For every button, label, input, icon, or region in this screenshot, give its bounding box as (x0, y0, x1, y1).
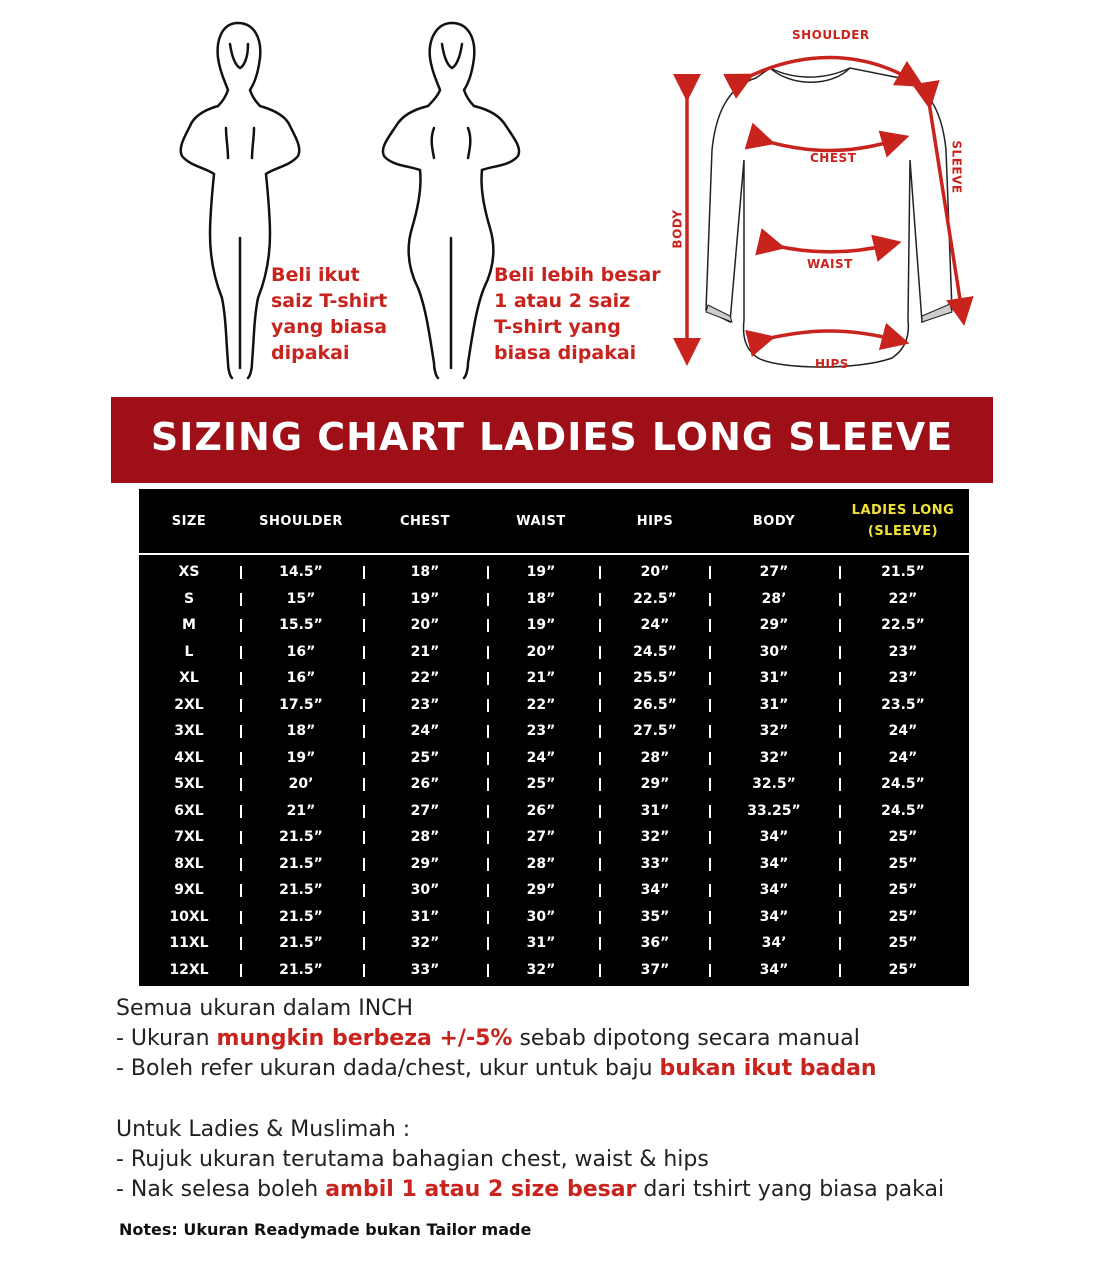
cell-body: 34” (759, 855, 789, 872)
column-separator (363, 831, 365, 844)
cell-size: L (184, 643, 194, 660)
note-text: - Boleh refer ukuran dada/chest, ukur untuk baju (116, 1056, 660, 1081)
chest-label: CHEST (810, 151, 857, 165)
column-separator (363, 699, 365, 712)
column-separator (240, 699, 242, 712)
cell-hips: 20” (640, 564, 670, 581)
column-separator (839, 619, 841, 632)
column-separator (240, 937, 242, 950)
column-separator (839, 566, 841, 579)
column-separator (599, 778, 601, 791)
cell-hips: 25.5” (633, 670, 677, 687)
cell-size: 5XL (174, 776, 204, 793)
column-separator (487, 778, 489, 791)
cell-sleeve: 25” (888, 935, 918, 952)
table-row (139, 771, 969, 798)
straight-body-caption (271, 262, 387, 366)
column-separator (709, 699, 711, 712)
cell-chest: 25” (410, 749, 440, 766)
column-separator (240, 911, 242, 924)
table-row (139, 930, 969, 957)
table-row (139, 586, 969, 613)
header-body: BODY (752, 513, 796, 529)
cell-hips: 32” (640, 829, 670, 846)
column-separator (240, 672, 242, 685)
cell-hips: 24” (640, 617, 670, 634)
table-row (139, 692, 969, 719)
cell-body: 34” (759, 882, 789, 899)
caption-line: 1 atau 2 saiz (494, 290, 631, 312)
note-highlight: bukan ikut badan (659, 1056, 877, 1081)
cell-hips: 37” (640, 961, 670, 978)
table-row (139, 559, 969, 586)
column-separator (709, 646, 711, 659)
cell-waist: 32” (526, 961, 556, 978)
cell-waist: 24” (526, 749, 556, 766)
cell-shoulder: 21.5” (279, 829, 323, 846)
column-separator (839, 752, 841, 765)
column-separator (363, 646, 365, 659)
caption-line: yang biasa (271, 316, 388, 338)
note-refer-chest (116, 1054, 877, 1084)
cell-body: 34’ (761, 935, 787, 952)
column-separator (240, 778, 242, 791)
cell-chest: 24” (410, 723, 440, 740)
column-separator (709, 805, 711, 818)
column-separator (839, 805, 841, 818)
cell-waist: 19” (526, 564, 556, 581)
column-separator (709, 884, 711, 897)
column-separator (709, 778, 711, 791)
column-separator (709, 752, 711, 765)
column-separator (240, 725, 242, 738)
cell-shoulder: 21.5” (279, 882, 323, 899)
table-row (139, 904, 969, 931)
caption-line: T-shirt yang (494, 316, 621, 338)
column-separator (839, 725, 841, 738)
column-separator (599, 699, 601, 712)
cell-waist: 22” (526, 696, 556, 713)
column-separator (487, 805, 489, 818)
cell-chest: 27” (410, 802, 440, 819)
cell-shoulder: 15” (286, 590, 316, 607)
cell-sleeve: 24.5” (881, 776, 925, 793)
header-sleeve: (SLEEVE) (867, 524, 939, 539)
cell-chest: 33” (410, 961, 440, 978)
column-separator (363, 619, 365, 632)
column-separator (487, 831, 489, 844)
cell-hips: 33” (640, 855, 670, 872)
cell-size: 4XL (174, 749, 204, 766)
column-separator (363, 672, 365, 685)
cell-hips: 26.5” (633, 696, 677, 713)
column-separator (240, 831, 242, 844)
table-row (139, 877, 969, 904)
caption-line: Beli lebih besar (494, 264, 661, 286)
cell-sleeve: 21.5” (881, 564, 925, 581)
cell-size: 3XL (174, 723, 204, 740)
cell-sleeve: 25” (888, 829, 918, 846)
cell-chest: 20” (410, 617, 440, 634)
cell-body: 31” (759, 696, 789, 713)
table-row (139, 798, 969, 825)
cell-body: 32” (759, 723, 789, 740)
cell-sleeve: 23” (888, 670, 918, 687)
cell-hips: 27.5” (633, 723, 677, 740)
column-separator (709, 911, 711, 924)
column-separator (709, 964, 711, 977)
cell-chest: 29” (410, 855, 440, 872)
column-separator (363, 593, 365, 606)
waist-label: WAIST (807, 257, 853, 271)
cell-hips: 29” (640, 776, 670, 793)
column-separator (599, 566, 601, 579)
table-row (139, 718, 969, 745)
column-separator (599, 884, 601, 897)
note-text: sebab dipotong secara manual (512, 1026, 860, 1051)
cell-waist: 18” (526, 590, 556, 607)
cell-size: XS (178, 564, 200, 581)
column-separator (487, 593, 489, 606)
cell-hips: 22.5” (633, 590, 677, 607)
cell-body: 30” (759, 643, 789, 660)
caption-line: saiz T-shirt (271, 290, 388, 312)
column-separator (839, 778, 841, 791)
cell-chest: 31” (410, 908, 440, 925)
long-sleeve-shirt-diagram (660, 20, 990, 390)
column-separator (599, 964, 601, 977)
table-row (139, 957, 969, 984)
header-shoulder: SHOULDER (259, 513, 343, 529)
cell-body: 34” (759, 908, 789, 925)
header-size: SIZE (171, 513, 207, 529)
cell-shoulder: 20’ (288, 776, 314, 793)
column-separator (599, 937, 601, 950)
column-separator (599, 672, 601, 685)
column-separator (599, 593, 601, 606)
cell-size: 8XL (174, 855, 204, 872)
table-row (139, 824, 969, 851)
cell-body: 27” (759, 564, 789, 581)
column-separator (487, 646, 489, 659)
column-separator (487, 672, 489, 685)
note-ladies-heading: Untuk Ladies & Muslimah : (116, 1117, 411, 1142)
cell-shoulder: 17.5” (279, 696, 323, 713)
cell-shoulder: 21.5” (279, 961, 323, 978)
table-row (139, 639, 969, 666)
column-separator (240, 752, 242, 765)
cell-shoulder: 16” (286, 643, 316, 660)
cell-sleeve: 24.5” (881, 802, 925, 819)
cell-shoulder: 15.5” (279, 617, 323, 634)
body-label: BODY (670, 209, 685, 249)
column-separator (487, 911, 489, 924)
cell-hips: 36” (640, 935, 670, 952)
column-separator (599, 619, 601, 632)
column-separator (839, 937, 841, 950)
curvy-body-caption (494, 262, 661, 366)
note-highlight: mungkin berbeza +/-5% (216, 1026, 513, 1051)
column-separator (839, 964, 841, 977)
cell-size: 7XL (174, 829, 204, 846)
cell-shoulder: 14.5” (279, 564, 323, 581)
column-separator (839, 593, 841, 606)
cell-shoulder: 19” (286, 749, 316, 766)
column-separator (709, 831, 711, 844)
cell-body: 34” (759, 829, 789, 846)
column-separator (487, 964, 489, 977)
cell-sleeve: 22.5” (881, 617, 925, 634)
header-chest: CHEST (399, 513, 451, 529)
cell-sleeve: 22” (888, 590, 918, 607)
cell-chest: 28” (410, 829, 440, 846)
column-separator (363, 725, 365, 738)
note-text: dari tshirt yang biasa pakai (636, 1177, 945, 1202)
column-separator (839, 884, 841, 897)
note-unit: Semua ukuran dalam INCH (116, 996, 414, 1021)
title-banner (111, 397, 993, 483)
column-separator (487, 884, 489, 897)
header-waist: WAIST (516, 513, 566, 529)
column-separator (240, 593, 242, 606)
cell-shoulder: 16” (286, 670, 316, 687)
column-separator (839, 831, 841, 844)
cell-hips: 24.5” (633, 643, 677, 660)
cell-size: S (183, 590, 195, 607)
caption-line: dipakai (271, 342, 350, 364)
page-title: SIZING CHART LADIES LONG SLEEVE (150, 415, 954, 459)
note-text: - Ukuran (116, 1026, 217, 1051)
cell-shoulder: 21.5” (279, 855, 323, 872)
cell-chest: 22” (410, 670, 440, 687)
column-separator (363, 884, 365, 897)
column-separator (363, 858, 365, 871)
column-separator (240, 646, 242, 659)
cell-body: 33.25” (747, 802, 801, 819)
cell-size: XL (179, 670, 199, 687)
cell-size: 10XL (169, 908, 209, 925)
cell-chest: 26” (410, 776, 440, 793)
table-row (139, 745, 969, 772)
cell-size: 6XL (174, 802, 204, 819)
cell-waist: 30” (526, 908, 556, 925)
cell-hips: 35” (640, 908, 670, 925)
cell-waist: 27” (526, 829, 556, 846)
cell-body: 34” (759, 961, 789, 978)
cell-waist: 20” (526, 643, 556, 660)
cell-body: 29” (759, 617, 789, 634)
cell-waist: 29” (526, 882, 556, 899)
column-separator (599, 646, 601, 659)
cell-sleeve: 24” (888, 749, 918, 766)
column-separator (487, 566, 489, 579)
note-text: - Nak selesa boleh (116, 1177, 326, 1202)
table-row (139, 851, 969, 878)
table-row (139, 665, 969, 692)
column-separator (709, 937, 711, 950)
note-rujuk: - Rujuk ukuran terutama bahagian chest, waist & hips (116, 1147, 709, 1172)
size-table (139, 489, 969, 986)
column-separator (240, 566, 242, 579)
table-header (139, 489, 969, 553)
column-separator (240, 964, 242, 977)
table-row (139, 612, 969, 639)
column-separator (487, 858, 489, 871)
cell-sleeve: 23.5” (881, 696, 925, 713)
footnote: Notes: Ukuran Readymade bukan Tailor made (119, 1220, 532, 1239)
column-separator (487, 619, 489, 632)
cell-sleeve: 25” (888, 882, 918, 899)
cell-sleeve: 25” (888, 908, 918, 925)
header-hips: HIPS (636, 513, 674, 529)
cell-sleeve: 24” (888, 723, 918, 740)
column-separator (709, 619, 711, 632)
column-separator (599, 911, 601, 924)
cell-shoulder: 21.5” (279, 908, 323, 925)
cell-waist: 19” (526, 617, 556, 634)
column-separator (487, 699, 489, 712)
cell-hips: 31” (640, 802, 670, 819)
column-separator (363, 805, 365, 818)
cell-hips: 34” (640, 882, 670, 899)
cell-body: 28’ (761, 590, 787, 607)
column-separator (599, 725, 601, 738)
cell-body: 32.5” (752, 776, 796, 793)
cell-shoulder: 21” (286, 802, 316, 819)
cell-waist: 21” (526, 670, 556, 687)
column-separator (709, 725, 711, 738)
column-separator (709, 593, 711, 606)
column-separator (839, 672, 841, 685)
column-separator (709, 672, 711, 685)
note-highlight: ambil 1 atau 2 size besar (325, 1177, 637, 1202)
column-separator (363, 566, 365, 579)
cell-shoulder: 21.5” (279, 935, 323, 952)
caption-line: Beli ikut (271, 264, 360, 286)
column-separator (363, 911, 365, 924)
note-size-up (116, 1175, 944, 1205)
cell-sleeve: 25” (888, 855, 918, 872)
column-separator (363, 752, 365, 765)
cell-size: 9XL (174, 882, 204, 899)
cell-waist: 25” (526, 776, 556, 793)
column-separator (363, 778, 365, 791)
cell-chest: 32” (410, 935, 440, 952)
column-separator (240, 619, 242, 632)
column-separator (487, 725, 489, 738)
cell-waist: 23” (526, 723, 556, 740)
column-separator (487, 937, 489, 950)
cell-chest: 18” (410, 564, 440, 581)
cell-size: M (182, 617, 196, 634)
header-ladies-long: LADIES LONG (851, 503, 955, 518)
cell-body: 31” (759, 670, 789, 687)
header-divider (139, 553, 969, 555)
column-separator (599, 831, 601, 844)
column-separator (839, 646, 841, 659)
cell-chest: 23” (410, 696, 440, 713)
cell-waist: 26” (526, 802, 556, 819)
column-separator (363, 937, 365, 950)
cell-chest: 19” (410, 590, 440, 607)
cell-body: 32” (759, 749, 789, 766)
cell-sleeve: 23” (888, 643, 918, 660)
cell-hips: 28” (640, 749, 670, 766)
cell-waist: 28” (526, 855, 556, 872)
shoulder-label: SHOULDER (792, 28, 870, 42)
cell-size: 2XL (174, 696, 204, 713)
column-separator (839, 858, 841, 871)
column-separator (240, 858, 242, 871)
cell-chest: 30” (410, 882, 440, 899)
caption-line: biasa dipakai (494, 342, 637, 364)
cell-shoulder: 18” (286, 723, 316, 740)
column-separator (487, 752, 489, 765)
cell-sleeve: 25” (888, 961, 918, 978)
column-separator (599, 858, 601, 871)
cell-size: 12XL (169, 961, 209, 978)
column-separator (599, 752, 601, 765)
cell-chest: 21” (410, 643, 440, 660)
cell-waist: 31” (526, 935, 556, 952)
column-separator (240, 805, 242, 818)
hips-label: HIPS (815, 357, 849, 371)
column-separator (839, 911, 841, 924)
column-separator (240, 884, 242, 897)
column-separator (599, 805, 601, 818)
column-separator (839, 699, 841, 712)
note-variance (116, 1024, 860, 1054)
column-separator (363, 964, 365, 977)
cell-size: 11XL (169, 935, 209, 952)
column-separator (709, 858, 711, 871)
header-ladies-long-sleeve (841, 489, 965, 553)
sleeve-label: SLEEVE (949, 140, 964, 194)
column-separator (709, 566, 711, 579)
